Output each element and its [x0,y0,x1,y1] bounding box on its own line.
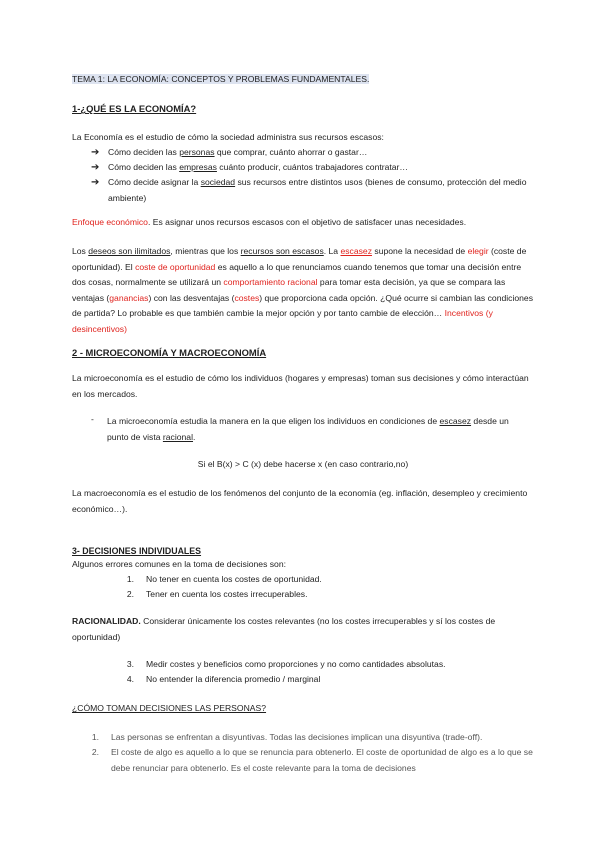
section-1-heading: 1-¿QUÉ ES LA ECONOMÍA? [72,103,197,114]
document-title [72,72,534,88]
section-1-intro: La Economía es el estudio de cómo la sociedad administra sus recursos escasos: [72,132,384,142]
errors-intro: Algunos errores comunes en la toma de decisiones son: [72,559,287,569]
bullet-dash: - [91,414,94,424]
racionalidad-paragraph: RACIONALIDAD. Considerar únicamente los costes relevantes (no los costes irrecuperables y sí los costes de oportunidad) [72,616,496,642]
section-2-heading: 2 - MICROECONOMÍA Y MACROECONOMÍA [72,347,267,358]
document-page: TEMA 1: LA ECONOMÍA: CONCEPTOS Y PROBLEMAS FUNDAMENTALES. 1-¿QUÉ ES LA ECONOMÍA? La Economía es el estudio de cómo la sociedad administra sus recursos escasos: ➔ Cómo deciden las personas que comprar, cuánto ahorrar o gastar… ➔ Cómo deciden las empresas cuánto producir, cuántos trabajadores contratar… ➔ Cómo decide asignar la sociedad sus recursos entre distintos usos (bienes de consumo, protección del medio ambiente) Enfoque económico. Es asignar unos recursos escasos con el objetivo de satisfacer unas necesidades. Los deseos son ilimitados, mientras que los recursos son escasos. La escasez supone la necesidad de elegir (coste de oportunidad). El coste de oportunidad es aquello a lo que renunciamos cuando tenemos que tomar una decisión entre dos cosas, normalmente se utilizará un comportamiento racional para tomar esta decisión, ya que se compara las ventajas (ganancias) con las desventajas (costes) que proporciona cada opción. ¿Qué ocurre si cambian las condiciones de partida? Lo probable es que también cambie la mejor opción y por tanto cambie de elección… Incentivos (y desincentivos) 2 - MICROECONOMÍA Y MACROECONOMÍA La microeconomía es el estudio de cómo los individuos (hogares y empresas) toman sus decisiones y cómo interactúan en los mercados. - La microeconomía estudia la manera en la que eligen los individuos en condiciones de escasez desde un punto de vista racional. Si el B(x) > C (x) debe hacerse x (en caso contrario,no) La macroeconomía es el estudio de los fenómenos del conjunto de la economía (eg. inflación, desempleo y crecimiento económico…). 3- DECISIONES INDIVIDUALES Algunos errores comunes en la toma de decisiones son: 1. No tener en cuenta los costes de oportunidad. 2. Tener en cuenta los costes irrecuperables. RACIONALIDAD. Considerar únicamente los costes relevantes (no los costes irrecuperables y sí los costes de oportunidad) 3. Medir costes y beneficios como proporciones y no como cantidades absolutas. 4. No entender la diferencia promedio / marginal ¿CÓMO TOMAN DECISIONES LAS PERSONAS? 1. Las personas se enfrentan a disyuntivas. Todas las decisiones implican una disyuntiva (trade-off). 2. El coste de algo es aquello a lo que se renuncia para obtenerlo. El coste de oportunidad de algo es a lo que se debe renunciar para obtenerlo. Es el coste relevante para la toma de decisiones [72,74,534,773]
title-text: TEMA 1: LA ECONOMÍA: CONCEPTOS Y PROBLEMAS FUNDAMENTALES. [72,74,370,84]
macro-paragraph: La macroeconomía es el estudio de los fenómenos del conjunto de la economía (eg. inflación, desempleo y crecimiento económico…). [72,488,528,514]
arrow-right-icon: ➔ [91,162,100,173]
arrow-right-icon: ➔ [91,147,100,158]
section-3-heading: 3- DECISIONES INDIVIDUALES [72,546,202,556]
micro-paragraph: La microeconomía es el estudio de cómo los individuos (hogares y empresas) toman sus decisiones y cómo interactúan en los mercados. [72,373,529,399]
micro-bullet: La microeconomía estudia la manera en la que eligen los individuos en condiciones de escasez desde un punto de vista racional. [107,416,509,442]
escasez-paragraph: Los deseos son ilimitados, mientras que los recursos son escasos. La escasez supone la necesidad de elegir (coste de oportunidad). El coste de oportunidad es aquello a lo que renunciamos cuando tenemos que tomar una decisión entre dos cosas, normalmente se utilizará un comportamiento racional para tomar esta decisión, ya que se compara las ventajas (ganancias) con las desventajas (costes) que proporciona cada opción. ¿Qué ocurre si cambian las condiciones de partida? Lo probable es que también cambie la mejor opción y por tanto cambie de elección… Incentivos (y desincentivos) [72,246,534,334]
arrow-right-icon: ➔ [91,177,100,188]
formula: Si el B(x) > C (x) debe hacerse x (en caso contrario,no) [197,459,409,469]
enfoque-paragraph: Enfoque económico. Es asignar unos recursos escasos con el objetivo de satisfacer unas necesidades. [72,217,467,227]
decisions-subheading: ¿CÓMO TOMAN DECISIONES LAS PERSONAS? [72,703,267,713]
